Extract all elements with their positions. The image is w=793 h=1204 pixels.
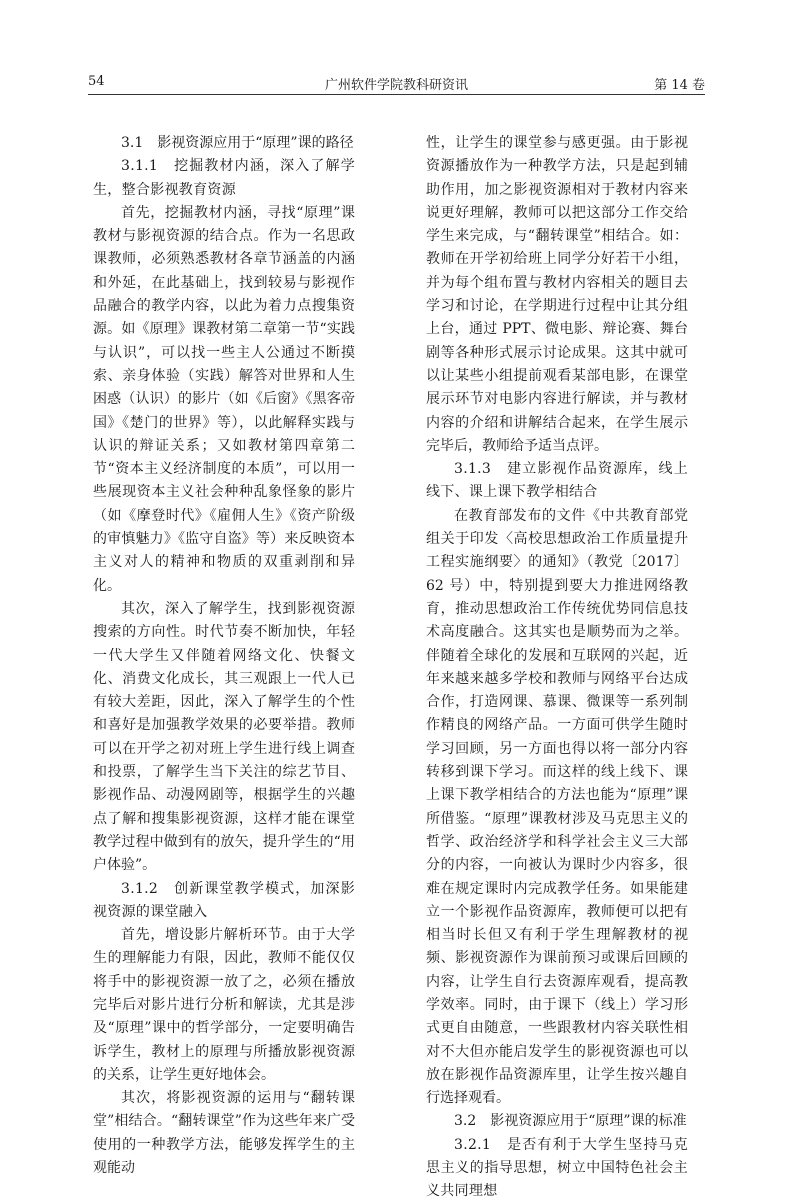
paragraph: 其次，深入了解学生，找到影视资源搜索的方向性。时代节奏不断加快，年轻一代大学生又伴随着网络文化、快餐文化、消费文化成长，其三观跟上一代人已有较大差距，因此，深入了解学生的个性和喜好是加强教学效果的必要举措。教师可以在开学之初对班上学生进行线上调查和投票，了解学生当下关注的综艺节目、影视作品、动漫网剧等，根据学生的兴趣点了解和搜集影视资源，这样才能在课堂教学过程中做到有的放矢，提升学生的“用户体验”。 (93, 600, 355, 874)
section-heading: 3.2 影视资源应用于“原理”课的标准 (454, 1113, 687, 1130)
journal-title: 广州软件学院教科研资讯 (324, 78, 468, 93)
subsection-heading: 3.1.2 创新课堂教学模式，加深影视资源的课堂融入 (93, 880, 355, 920)
paragraph-continued: 性，让学生的课堂参与感更强。由于影视资源播放作为一种教学方法，只是起到辅助作用，加之影视资源相对于教材内容来说更好理解，教师可以把这部分工作交给学生来完成，与“翻转课堂”相结合。如：教师在开学初给班上同学分好若干小组，并为每个组布置与教材内容相关的题目去学习和讨论，在学期进行过程中让其分组上台，通过 PPT、微电影、辩论赛、舞台剧等各种形式展示讨论成果。这其中就可以让某些小组提前观看某部电影，在课堂展示环节对电影内容进行解读，并与教材内容的介绍和讲解结合起来，在学生展示完毕后，教师给予适当点评。 (426, 135, 688, 454)
paragraph: 其次，将影视资源的运用与“翻转课堂”相结合。“翻转课堂”作为这些年来广受使用的一种教学方法，能够发挥学生的主观能动 (93, 1090, 355, 1177)
section-heading: 3.1 影视资源应用于“原理”课的路径 (121, 135, 354, 151)
left-column (93, 132, 355, 1180)
header-rule (88, 94, 705, 95)
subsection-heading: 3.1.1 挖掘教材内涵，深入了解学生，整合影视教育资源 (93, 158, 355, 198)
paragraph: 首先，增设影片解析环节。由于大学生的理解能力有限，因此，教师不能仅仅将手中的影视资源一放了之，必须在播放完毕后对影片进行分析和解读，尤其是涉及“原理”课中的哲学部分，一定要明确告诉学生，教材上的原理与所播放影视资源的关系，让学生更好地体会。 (93, 927, 355, 1083)
right-column (426, 132, 688, 1204)
volume-label: 第 14 卷 (654, 78, 705, 93)
page-number: 54 (88, 74, 105, 89)
paragraph: 首先，挖掘教材内涵，寻找“原理”课教材与影视资源的结合点。作为一名思政课教师，必须熟悉教材各章节涵盖的内涵和外延，在此基础上，找到较易与影视作品融合的教学内容，以此为着力点搜集资源。如《原理》课教材第二章第一节“实践与认识”，可以找一些主人公通过不断摸索、亲身体验（实践）解答对世界和人生困惑（认识）的影片（如《后窗》《黑客帝国》《楚门的世界》等），以此解释实践与认识的辩证关系；又如教材第四章第二节“资本主义经济制度的本质”，可以用一些展现资本主义社会种种乱象怪象的影片（如《摩登时代》《雇佣人生》《资产阶级的审慎魅力》《监守自盗》等）来反映资本主义对人的精神和物质的双重剥削和异化。 (93, 204, 355, 594)
paragraph: 在教育部发布的文件《中共教育部党组关于印发〈高校思想政治工作质量提升工程实施纲要〉的通知》（教党〔2017〕62 号）中，特别提到要大力推进网络教育，推动思想政治工作传统优势同信息技术高度融合。这其实也是顺势而为之举。伴随着全球化的发展和互联网的兴起，近年来越来越多学校和教师与网络平台达成合作，打造网课、慕课、微课等一系列制作精良的网络产品。一方面可供学生随时学习回顾，另一方面也得以将一部分内容转移到课下学习。而这样的线上线下、课上课下教学相结合的方法也能为“原理”课所借鉴。“原理”课教材涉及马克思主义的哲学、政治经济学和科学社会主义三大部分的内容，一向被认为课时少内容多，很难在规定课时内完成教学任务。如果能建立一个影视作品资源库，教师便可以把有相当时长但又有利于学生理解教材的视频、影视资源作为课前预习或课后回顾的内容，让学生自行去资源库观看，提高教学效率。同时，由于课下（线上）学习形式更自由随意，一些跟教材内容关联性相对不大但亦能启发学生的影视资源也可以放在影视作品资源库里，让学生按兴趣自行选择观看。 (426, 507, 688, 1107)
running-header (88, 70, 705, 94)
subsection-heading: 3.2.1 是否有利于大学生坚持马克思主义的指导思想，树立中国特色社会主义共同理想 (426, 1136, 688, 1200)
subsection-heading: 3.1.3 建立影视作品资源库，线上线下、课上课下教学相结合 (426, 461, 688, 501)
